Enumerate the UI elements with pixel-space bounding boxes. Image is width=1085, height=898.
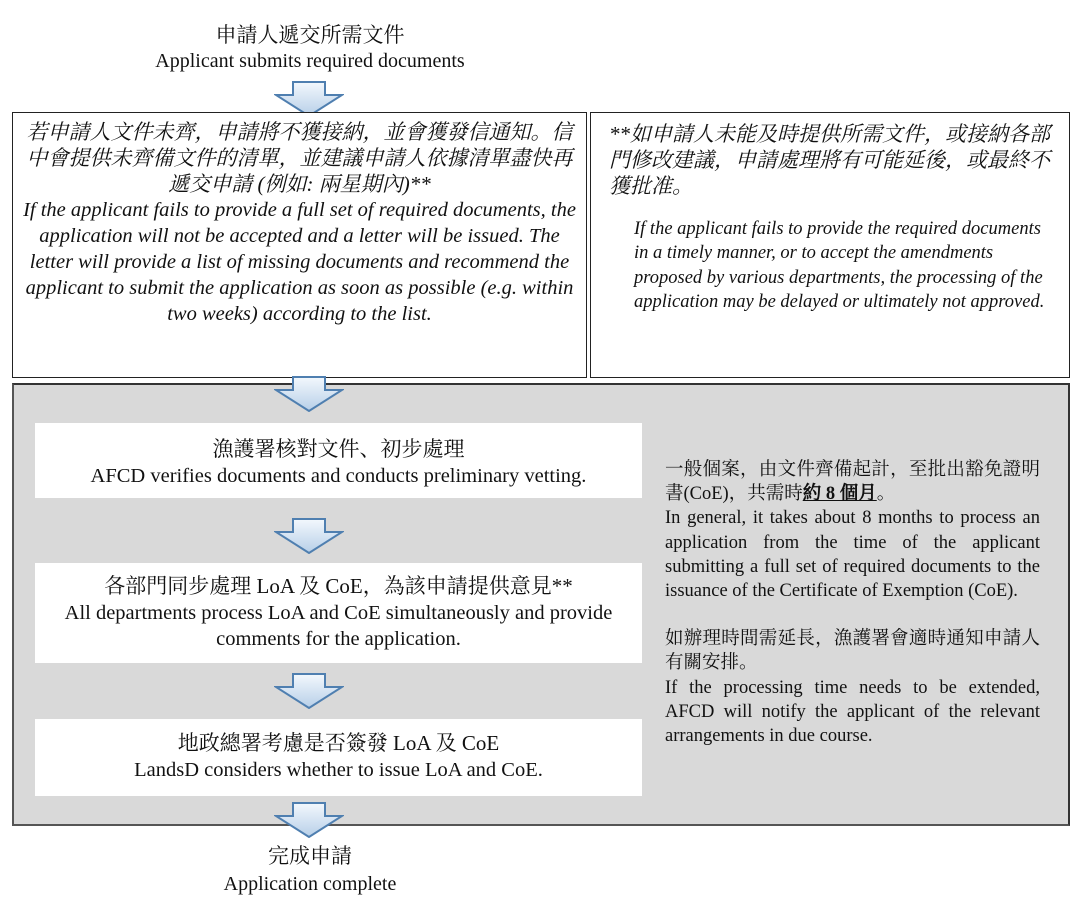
step-title-zh: 地政總署考慮是否簽發 LoA 及 CoE	[177, 731, 500, 755]
step-departments-process	[35, 563, 642, 663]
step-title-zh: 各部門同步處理 LoA 及 CoE，為該申請提供意見**	[104, 574, 573, 598]
start-title-zh: 申請人遞交所需文件	[215, 23, 405, 47]
end-title-zh: 完成申請	[268, 844, 352, 868]
down-arrow-icon	[274, 376, 344, 412]
incomplete-documents-box	[12, 112, 587, 378]
step-afcd-verification	[35, 423, 642, 498]
start-node	[0, 22, 620, 74]
footnote-zh: **如申請人未能及時提供所需文件，或接納各部門修改建議，申請處理將有可能延後，或最終不獲批准。	[609, 122, 1050, 198]
step-title-en: AFCD verifies documents and conducts preliminary vetting.	[90, 465, 587, 487]
start-title-en: Applicant submits required documents	[155, 50, 465, 72]
down-arrow-icon	[274, 673, 344, 709]
step-landsd-decision	[35, 719, 642, 796]
end-node	[0, 842, 620, 898]
down-arrow-icon	[274, 802, 344, 838]
step-title-en: All departments process LoA and CoE simultaneously and provide comments for the application.	[64, 602, 613, 650]
incomplete-notice-zh: 若申請人文件未齊，申請將不獲接納，並會獲發信通知。信中會提供未齊備文件的清單，並建議申請人依據清單盡快再遞交申請 (例如: 兩星期內)**	[26, 120, 573, 196]
processing-time-note	[665, 458, 1040, 748]
down-arrow-icon	[274, 518, 344, 554]
footnote-box	[590, 112, 1070, 378]
timing-zh: 一般個案，由文件齊備起計，至批出豁免證明書(CoE)，共需時約 8 個月。	[665, 460, 1040, 505]
end-title-en: Application complete	[223, 873, 397, 895]
timing-en: In general, it takes about 8 months to process an application from the time of the applicant submitting a full set of required documents to the issuance of the Certificate of Exemption (CoE).	[665, 508, 1040, 602]
step-title-zh: 漁護署核對文件、初步處理	[212, 437, 465, 461]
eight-months-emphasis: 約 8 個月	[802, 484, 877, 505]
step-title-en: LandsD considers whether to issue LoA and CoE.	[134, 759, 543, 781]
footnote-en: If the applicant fails to provide the required documents in a timely manner, or to accept the amendments proposed by various departments, the processing of the application may be delayed or ultimately not approved.	[634, 219, 1045, 312]
extension-en: If the processing time needs to be extended, AFCD will notify the applicant of the relevant arrangements in due course.	[665, 677, 1040, 747]
extension-zh: 如辦理時間需延長，漁護署會適時通知申請人有關安排。	[665, 629, 1040, 674]
incomplete-notice-en: If the applicant fails to provide a full set of required documents, the application will not be accepted and a letter will be issued. The letter will provide a list of missing documents and recommend the applicant to submit the application as soon as possible (e.g. within two weeks) according to the list.	[23, 199, 576, 325]
